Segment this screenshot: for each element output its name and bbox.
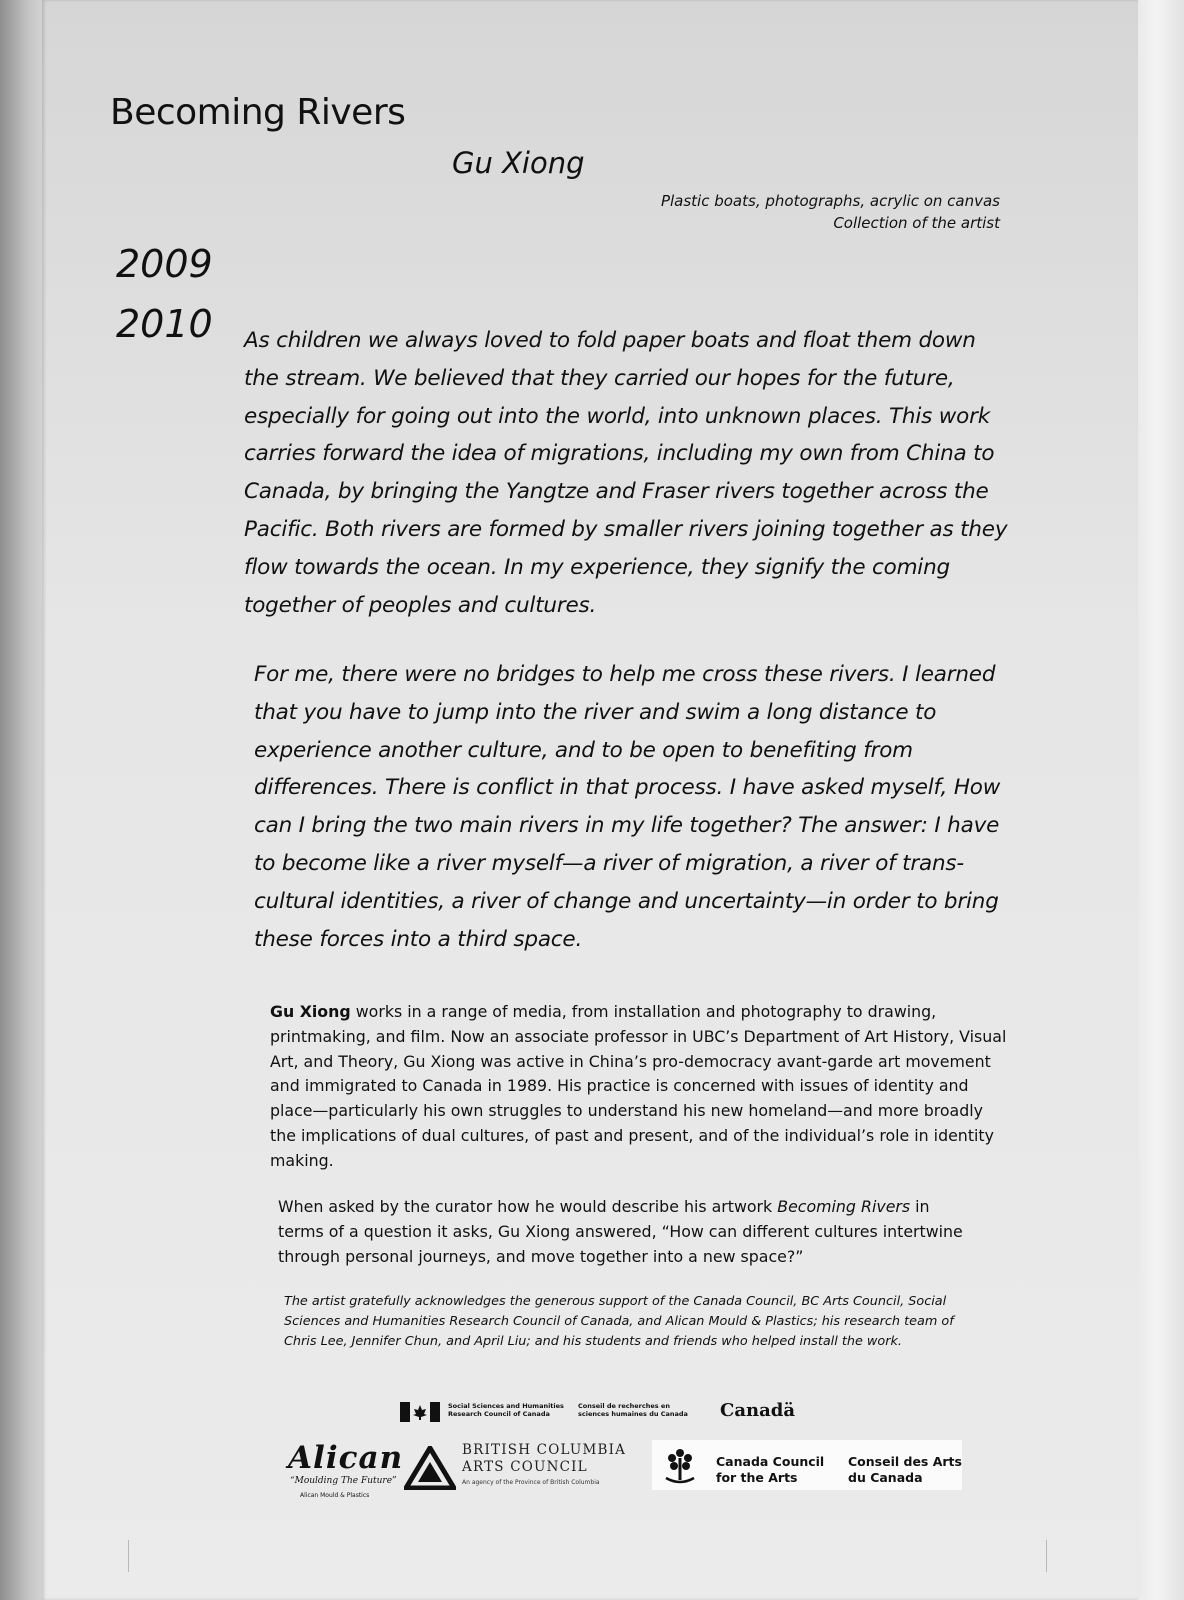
alican-tagline: “Moulding The Future” <box>290 1476 397 1486</box>
wall-edge <box>1138 0 1184 1600</box>
canada-council-en: Canada Council for the Arts <box>716 1454 825 1485</box>
acknowledgement: The artist gratefully acknowledges the generous support of the Canada Council, BC Arts Council, Social Sciences and Humanities Research Council of Canada, and Alican Mould & Plastics; his research team of Chris Lee, Jennifer Chun, and April Liu; and his students and friends who helped install the work. <box>284 1294 954 1349</box>
artist-bio <box>270 1000 1010 1174</box>
year-end: 2010 <box>116 302 213 346</box>
statement-paragraph-2: For me, there were no bridges to help me cross these rivers. I learned that you have to jump into the river and swim a long distance to experience another culture, and to be open to benefiting from differences. There is conflict in that process. I have asked myself, How can I bring the two main rivers in my life together? The answer: I have to become like a river myself—a river of migration, a river of trans-cultural identities, a river of change and uncertainty—in order to bring these forces into a third space. <box>254 662 1001 952</box>
bc-arts-council-subtitle: An agency of the Province of British Columbia <box>462 1479 600 1486</box>
quote-work-title: Becoming Rivers <box>777 1197 911 1216</box>
canada-flag-icon <box>400 1402 440 1422</box>
bio-artist-name: Gu Xiong <box>270 1002 351 1021</box>
year-start: 2009 <box>116 242 213 286</box>
panel-foot-left <box>128 1540 129 1572</box>
canada-council-fr: Conseil des Arts du Canada <box>848 1454 962 1485</box>
bio-text: works in a range of media, from installation and photography to drawing, printmaking, and film. Now an associate professor in UBC’s Department of Art History, Visual Art, and Theory, Gu Xiong was active in China’s pro-democracy avant-garde art movement and immigrated to Canada in 1989. His practice is concerned with issues of identity and place—particularly his own struggles to understand his new homeland—and more broadly the implications of dual cultures, of past and present, and of the individual’s role in identity making. <box>270 1002 1007 1170</box>
alican-subtitle: Alican Mould & Plastics <box>300 1492 370 1499</box>
alican-triangle-icon <box>404 1446 456 1490</box>
canada-council-tree-icon <box>660 1446 700 1486</box>
quote-answer: in terms of a question it asks, Gu Xiong answered, “How can different cultures intertwine through personal journeys, and move together into a new space?” <box>278 1197 963 1266</box>
collection-line: Collection of the artist <box>833 214 1000 232</box>
artist-quote <box>278 1195 978 1269</box>
artist-name: Gu Xiong <box>452 146 585 180</box>
bc-arts-council-logo: BRITISH COLUMBIA ARTS COUNCIL <box>462 1442 627 1475</box>
quote-intro: When asked by the curator how he would describe his artwork <box>278 1197 773 1216</box>
alican-logo: Alican <box>288 1440 404 1476</box>
media-credits <box>580 190 1000 234</box>
statement-paragraph-1: As children we always loved to fold paper boats and float them down the stream. We believed that they carried our hopes for the future, especially for going out into the world, into unknown places. This work carries forward the idea of migrations, including my own from China to Canada, by bringing the Yangtze and Fraser rivers together across the Pacific. Both rivers are formed by smaller rivers joining together as they flow towards the ocean. In my experience, they signify the coming together of peoples and cultures. <box>244 328 1008 618</box>
canada-wordmark: Canadä <box>720 1400 795 1421</box>
media-line: Plastic boats, photographs, acrylic on canvas <box>660 192 1000 210</box>
background-shadow <box>0 0 42 1600</box>
sshrc-logo-en: Social Sciences and Humanities Research Council of Canada <box>448 1402 564 1418</box>
artwork-title: Becoming Rivers <box>110 92 406 133</box>
sshrc-logo-fr: Conseil de recherches en sciences humaines du Canada <box>578 1402 688 1418</box>
panel-foot-right <box>1046 1540 1047 1572</box>
